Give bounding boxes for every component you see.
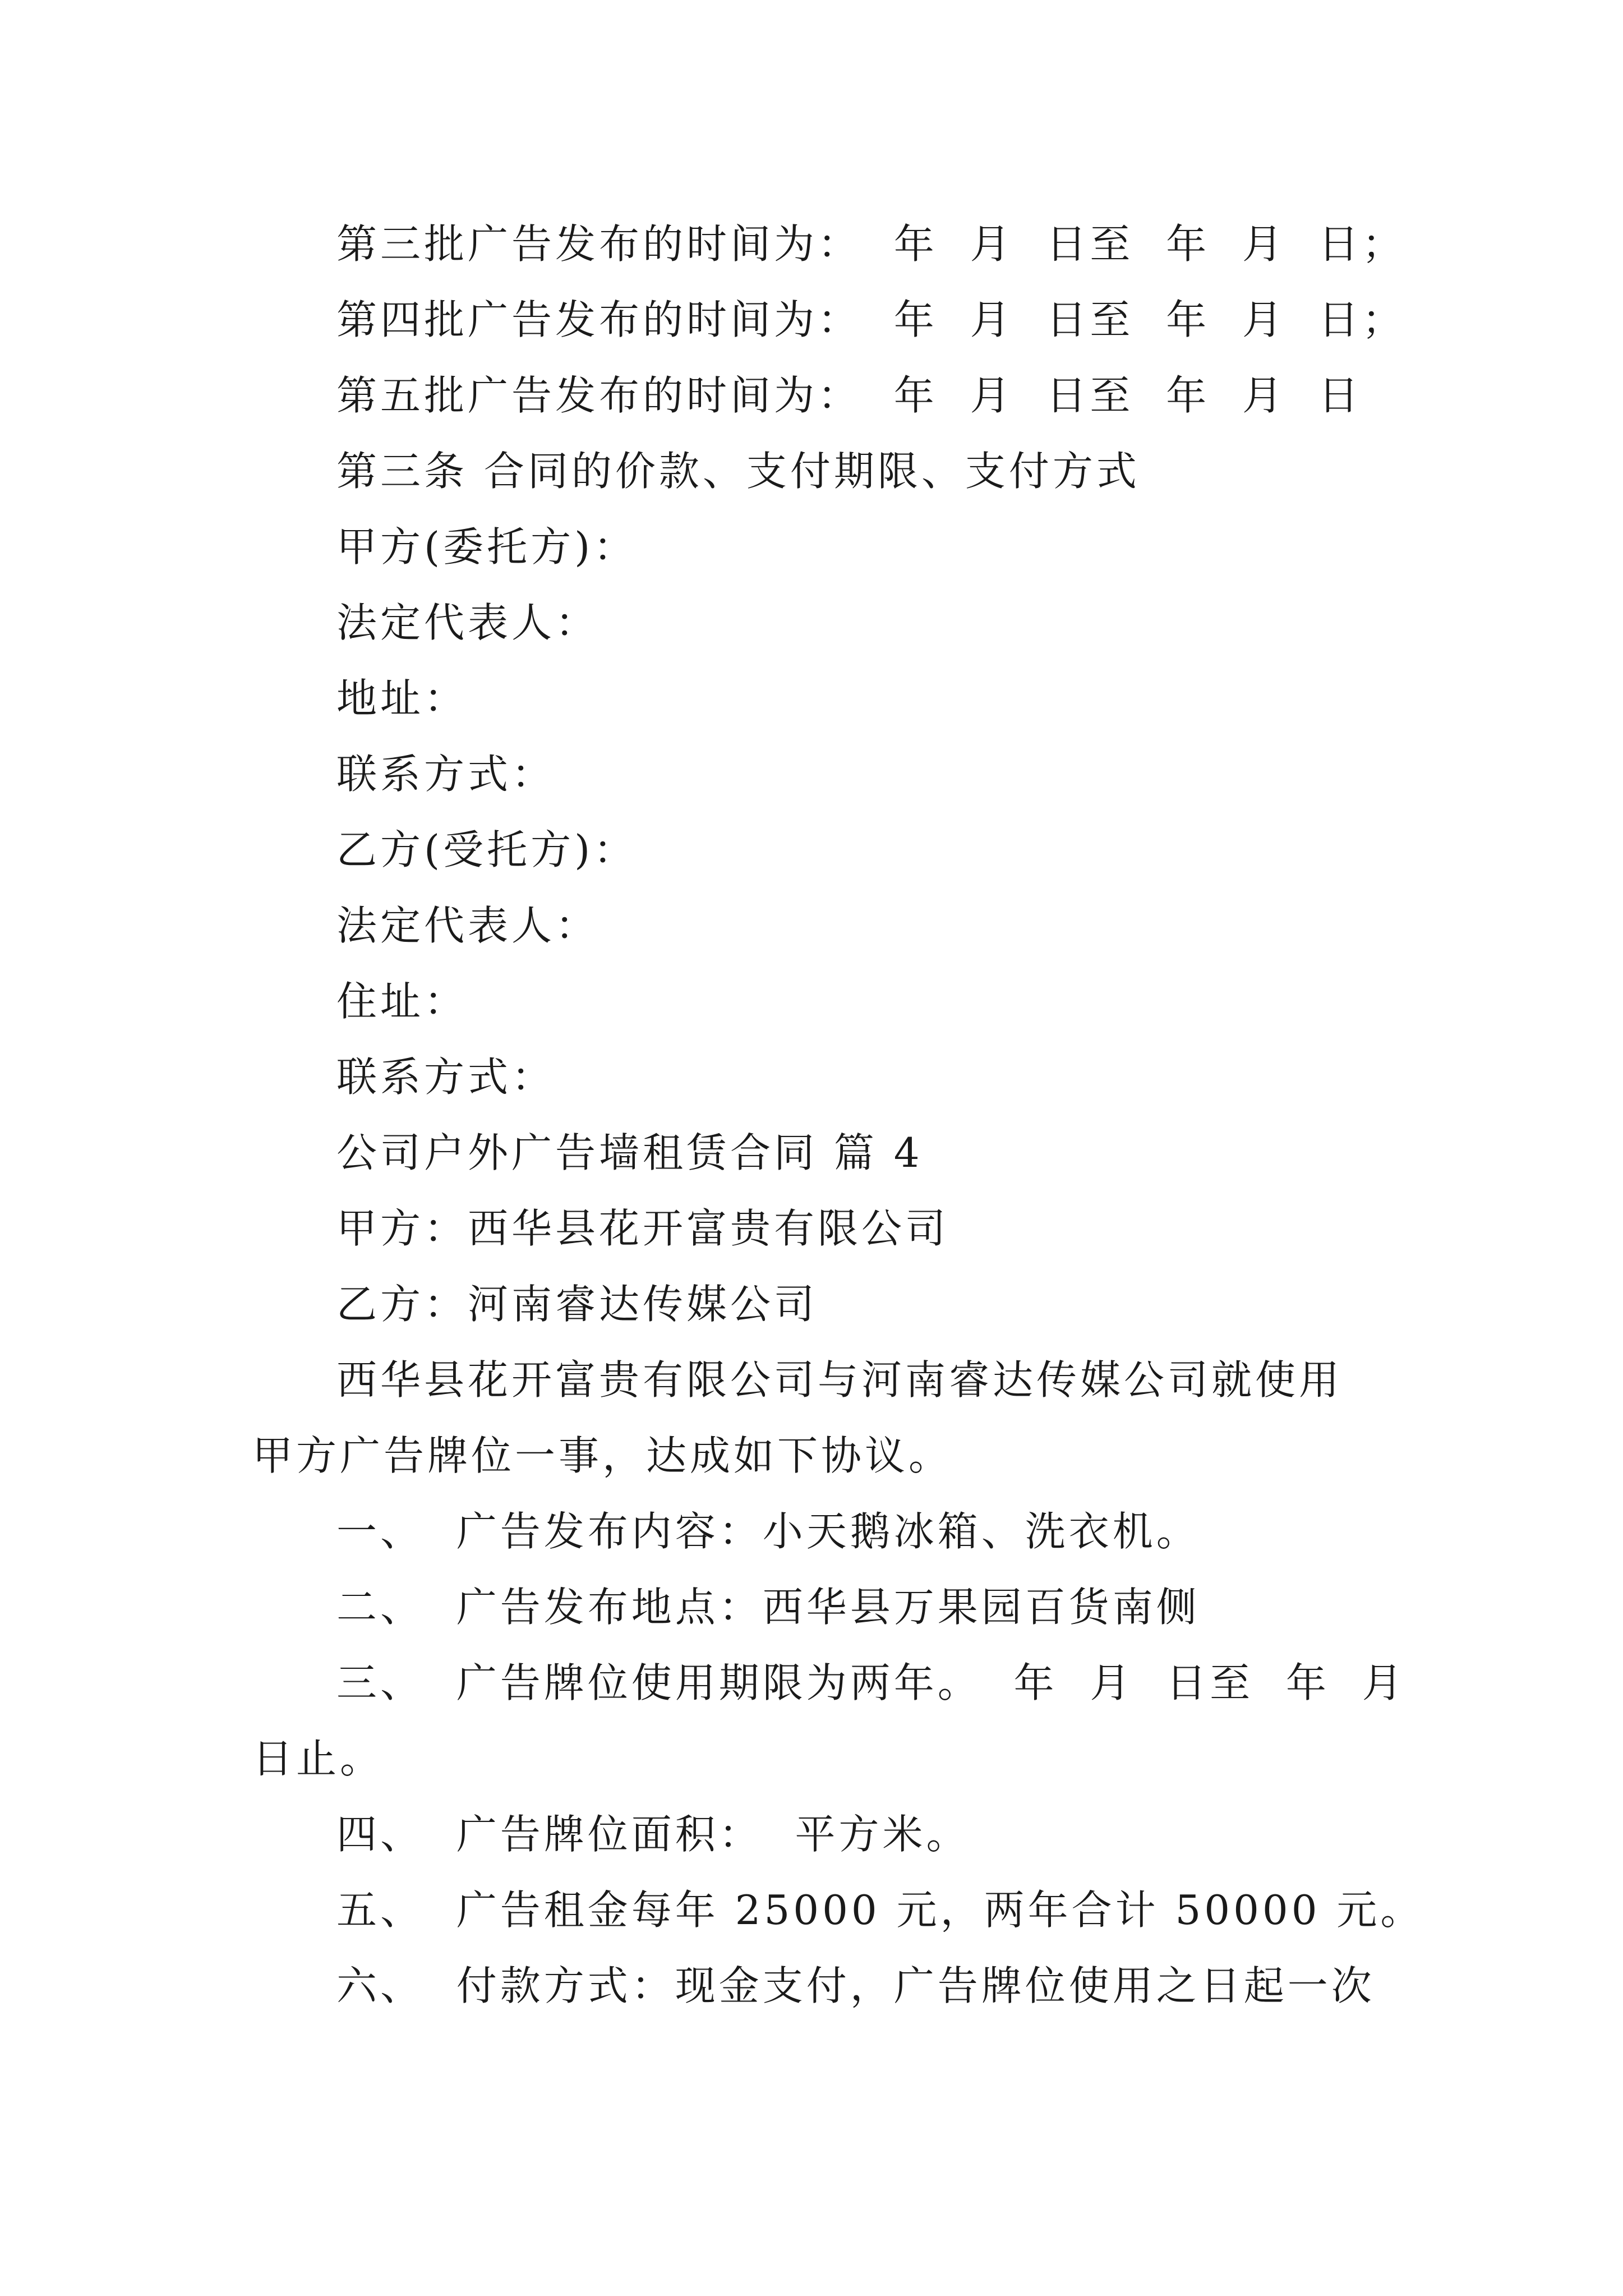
text-line: 甲方：西华县花开富贵有限公司 — [336, 1205, 949, 1252]
text-line: 乙方(受托方)： — [336, 826, 638, 873]
list-item: 二、 广告发布地点：西华县万果园百货南侧 — [336, 1584, 1200, 1631]
list-item: 五、 广告租金每年 25000 元，两年合计 50000 元。 — [336, 1887, 1424, 1934]
paragraph-line: 西华县花开富贵有限公司与河南睿达传媒公司就使用 — [336, 1356, 1343, 1404]
list-item: 一、 广告发布内容：小天鹅冰箱、洗衣机。 — [336, 1508, 1200, 1555]
text-line: 第四批广告发布的时间为： 年 月 日至 年 月 日； — [336, 296, 1406, 343]
list-item: 四、 广告牌位面积： 平方米。 — [336, 1811, 970, 1858]
text-line: 甲方(委托方)： — [336, 523, 638, 570]
text-line: 地址： — [336, 675, 468, 722]
text-line: 第五批广告发布的时间为： 年 月 日至 年 月 日 — [336, 372, 1362, 419]
section-title: 公司户外广告墙租赁合同 篇 4 — [336, 1129, 923, 1176]
paragraph-line: 甲方广告牌位一事，达成如下协议。 — [252, 1432, 953, 1479]
section-heading: 第三条 合同的价款、支付期限、支付方式 — [336, 448, 1140, 495]
text-line: 第三批广告发布的时间为： 年 月 日至 年 月 日； — [336, 220, 1406, 268]
text-line: 联系方式： — [336, 751, 556, 798]
list-item: 六、 付款方式：现金支付，广告牌位使用之日起一次 — [336, 1962, 1375, 2009]
text-line: 住址： — [336, 978, 468, 1025]
text-line: 联系方式： — [336, 1053, 556, 1101]
text-line: 法定代表人： — [336, 599, 600, 646]
list-item-continuation: 日止。 — [252, 1735, 384, 1782]
list-item: 三、 广告牌位使用期限为两年。 年 月 日至 年 月 — [336, 1659, 1406, 1706]
text-line: 乙方：河南睿达传媒公司 — [336, 1281, 818, 1328]
text-line: 法定代表人： — [336, 902, 600, 949]
